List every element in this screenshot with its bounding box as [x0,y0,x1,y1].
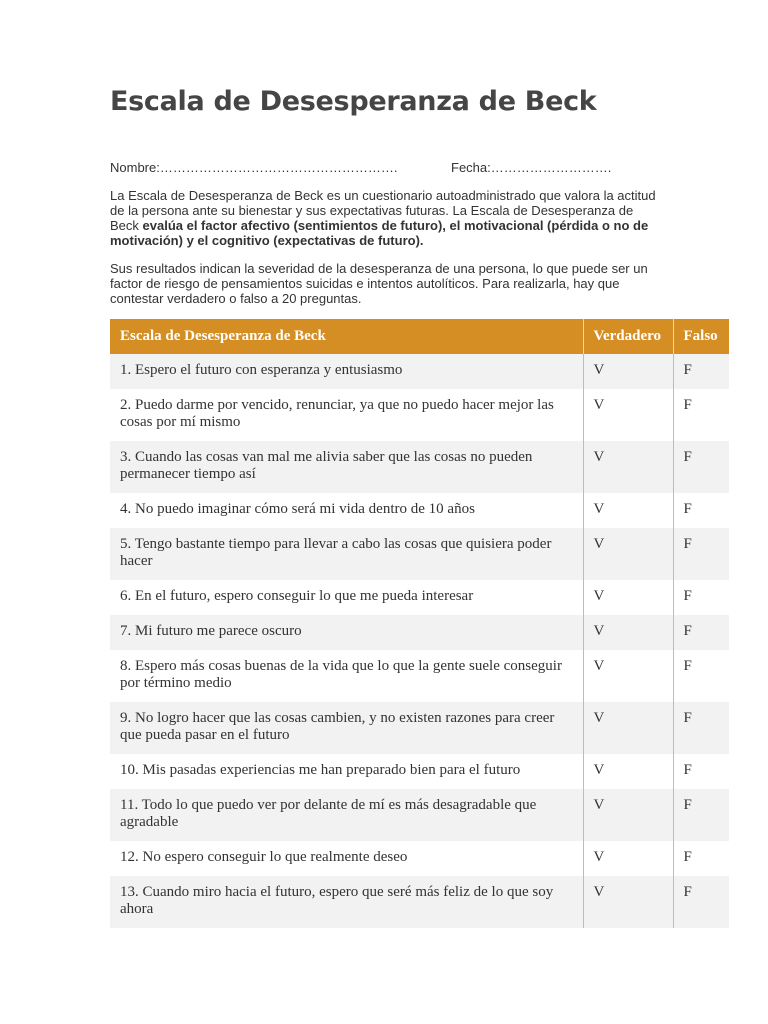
verdadero-cell: V [583,754,673,789]
question-cell: 10. Mis pasadas experiencias me han preparado bien para el futuro [110,754,583,789]
header-falso: Falso [673,319,729,354]
falso-cell: F [673,876,729,928]
falso-cell: F [673,615,729,650]
verdadero-cell: V [583,789,673,841]
table-row [110,580,729,615]
table-row [110,615,729,650]
falso-cell: F [673,493,729,528]
falso-cell: F [673,580,729,615]
falso-cell: F [673,754,729,789]
question-cell: 9. No logro hacer que las cosas cambien, y no existen razones para creer que pueda pasar en el futuro [110,702,583,754]
question-cell: 13. Cuando miro hacia el futuro, espero que seré más feliz de lo que soy ahora [110,876,583,928]
falso-cell: F [673,354,729,389]
question-cell: 5. Tengo bastante tiempo para llevar a cabo las cosas que quisiera poder hacer [110,528,583,580]
table-body [110,354,729,928]
table-row [110,754,729,789]
falso-cell: F [673,702,729,754]
verdadero-cell: V [583,528,673,580]
results-paragraph: Sus resultados indican la severidad de la desesperanza de una persona, lo que puede ser un factor de riesgo de pensamientos suicidas e intentos autolíticos. Para realizarla, hay que contestar verdadero o falso a 20 preguntas. [110,261,648,306]
table-row [110,789,729,841]
falso-cell: F [673,441,729,493]
table-row [110,441,729,493]
verdadero-cell: V [583,389,673,441]
intro-bold-text: evalúa el factor afectivo (sentimientos de futuro), el motivacional (pérdida o no de motivación) y el cognitivo (expectativas de futuro). [110,218,649,248]
header-item: Escala de Desesperanza de Beck [110,319,583,354]
intro-text: La Escala de Desesperanza de Beck es un cuestionario autoadministrado que valora la actitud de la persona ante su bienestar y sus expectativas futuras. La Escala de Desesperanza de Beck [110,188,656,233]
question-cell: 4. No puedo imaginar cómo será mi vida dentro de 10 años [110,493,583,528]
question-cell: 1. Espero el futuro con esperanza y entusiasmo [110,354,583,389]
intro-paragraph [110,188,658,248]
fecha-field: Fecha:………………………. [451,160,612,175]
falso-cell: F [673,841,729,876]
question-cell: 6. En el futuro, espero conseguir lo que me pueda interesar [110,580,583,615]
question-cell: 11. Todo lo que puedo ver por delante de mí es más desagradable que agradable [110,789,583,841]
question-cell: 7. Mi futuro me parece oscuro [110,615,583,650]
verdadero-cell: V [583,615,673,650]
form-fields [110,160,730,175]
beck-scale-table [110,319,729,928]
verdadero-cell: V [583,441,673,493]
table-row [110,876,729,928]
table-row [110,528,729,580]
question-cell: 8. Espero más cosas buenas de la vida que lo que la gente suele conseguir por término medio [110,650,583,702]
verdadero-cell: V [583,702,673,754]
table-row [110,354,729,389]
question-cell: 3. Cuando las cosas van mal me alivia saber que las cosas no pueden permanecer tiempo así [110,441,583,493]
verdadero-cell: V [583,354,673,389]
falso-cell: F [673,389,729,441]
question-cell: 12. No espero conseguir lo que realmente deseo [110,841,583,876]
verdadero-cell: V [583,650,673,702]
falso-cell: F [673,650,729,702]
falso-cell: F [673,789,729,841]
table-row [110,702,729,754]
verdadero-cell: V [583,580,673,615]
verdadero-cell: V [583,876,673,928]
verdadero-cell: V [583,493,673,528]
table-row [110,841,729,876]
header-verdadero: Verdadero [583,319,673,354]
table-row [110,389,729,441]
verdadero-cell: V [583,841,673,876]
table-header-row [110,319,729,354]
question-cell: 2. Puedo darme por vencido, renunciar, ya que no puedo hacer mejor las cosas por mí mismo [110,389,583,441]
document-title: Escala de Desesperanza de Beck [110,86,597,117]
table-row [110,650,729,702]
table-row [110,493,729,528]
falso-cell: F [673,528,729,580]
nombre-field: Nombre:………………………………………………. [110,160,398,175]
